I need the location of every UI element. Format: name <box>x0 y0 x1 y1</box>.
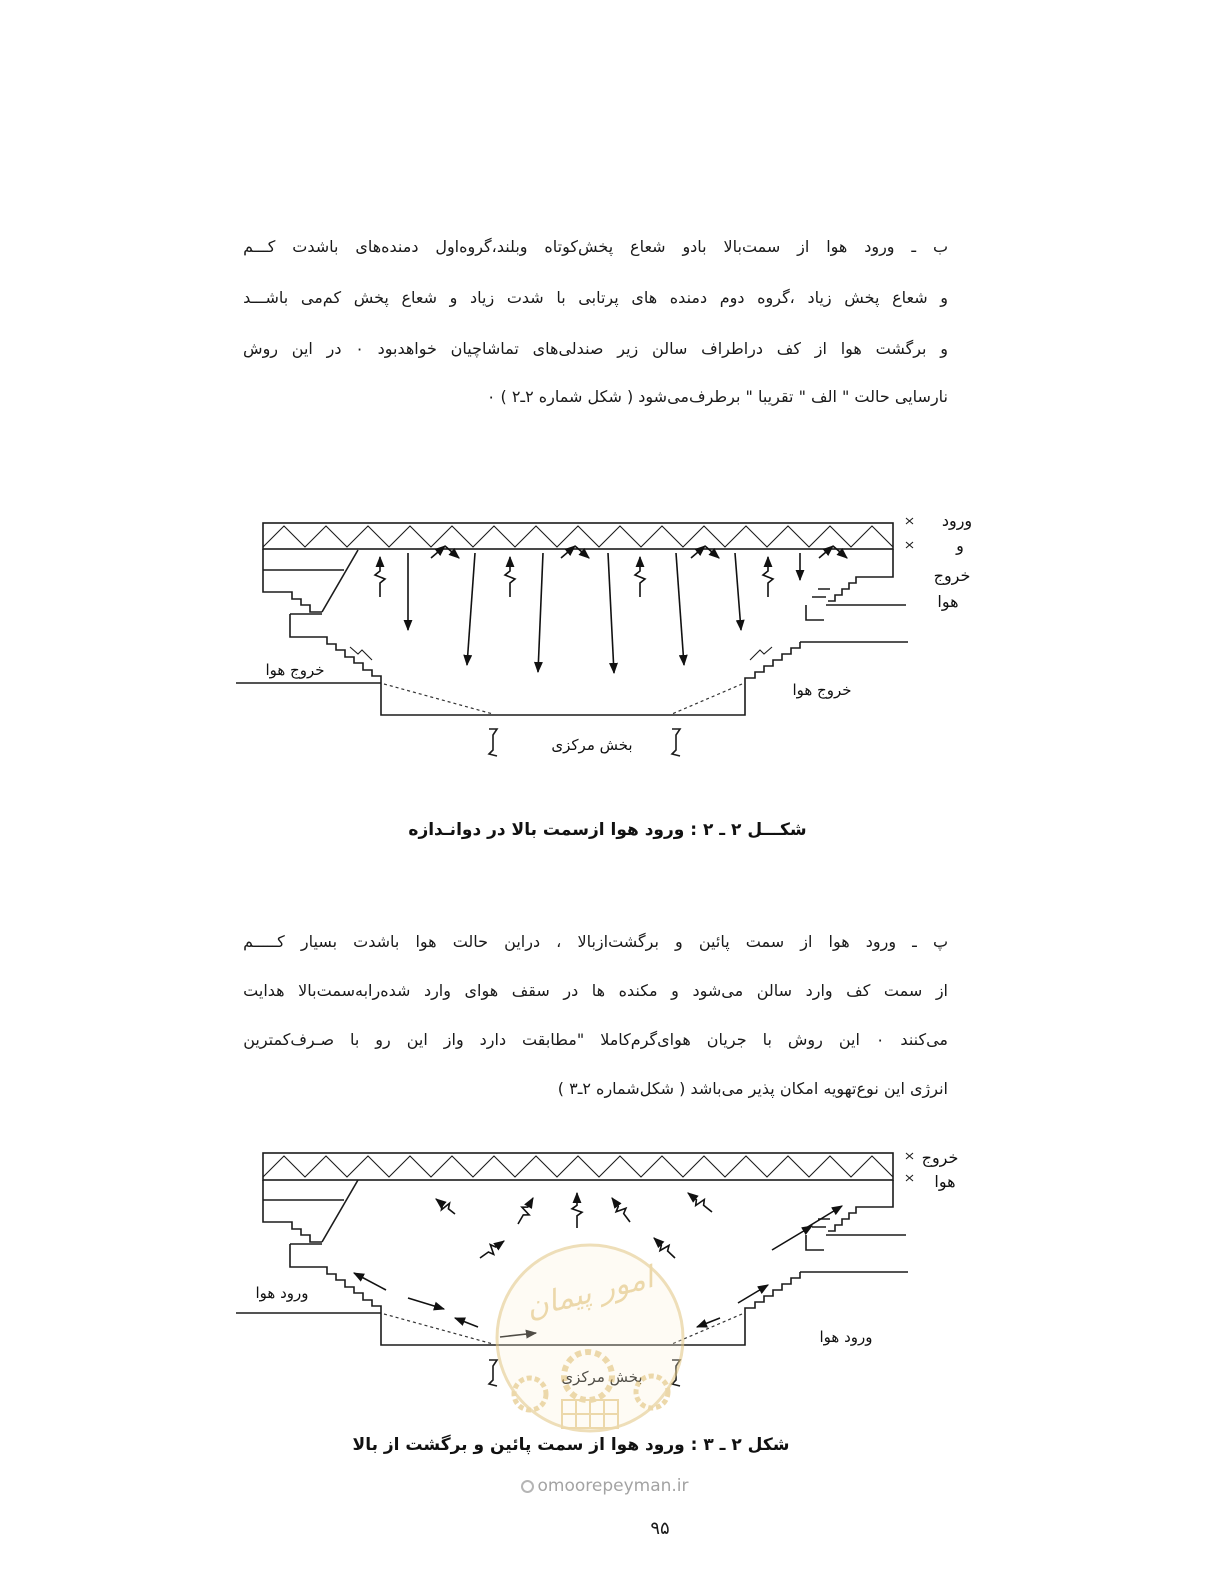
paragraph-p-line-2 <box>243 978 948 1004</box>
ceiling-truss <box>263 523 893 549</box>
word: شدت <box>506 288 544 307</box>
watermark-site <box>480 1474 730 1498</box>
word: وبلند،گروه‌اول <box>435 237 528 256</box>
label-outlet: خروج <box>921 1148 959 1167</box>
supply-arrows-down <box>408 553 800 673</box>
word: هوا <box>840 339 862 358</box>
word: ـ <box>912 932 917 951</box>
word: سمت <box>883 981 923 1000</box>
word: دمنده <box>669 288 708 307</box>
word: این <box>291 339 313 358</box>
word: ، <box>556 932 562 951</box>
label-central-section: بخش مرکزی <box>561 1368 643 1386</box>
word: های <box>631 288 658 307</box>
paragraph-b-line-2 <box>243 285 948 311</box>
seating-rake-lines <box>384 684 742 714</box>
word: جریان <box>706 1030 747 1049</box>
airflow-arrow <box>518 1198 533 1224</box>
label-central-section: بخش مرکزی <box>551 736 633 754</box>
paragraph-p-line-1 <box>243 929 948 955</box>
word: برگشت‌ازبالا <box>577 932 659 951</box>
word: می‌کنند <box>900 1030 948 1049</box>
word: زیاد <box>807 288 832 307</box>
airflow-arrow <box>408 1298 444 1309</box>
word: سالن <box>756 981 793 1000</box>
word: هدایت <box>243 981 285 1000</box>
word: پ <box>932 932 948 951</box>
airflow-arrow <box>654 1238 675 1258</box>
word: هوا <box>826 237 848 256</box>
word: شعاع <box>630 237 666 256</box>
word: سقف <box>511 981 550 1000</box>
word: و <box>449 288 458 307</box>
word: ب <box>932 237 948 256</box>
label-exhaust-right: خروج هوا <box>792 681 852 699</box>
section-marker-crosses <box>906 1153 913 1181</box>
word: شعاع <box>892 288 928 307</box>
word: خواهدبود <box>377 339 437 358</box>
word: از <box>935 981 948 1000</box>
word: تماشاچیان <box>450 339 519 358</box>
word: رو <box>375 1030 391 1049</box>
figure-2-3-caption: شکل ۲ ـ ۳ : ورود هوا از سمت پائین و برگشت از بالا <box>352 1435 790 1455</box>
paragraph-p-line-3 <box>243 1027 948 1053</box>
word: سالن <box>652 339 688 358</box>
word: هوای‌گرم‌کاملا <box>600 1030 691 1049</box>
label-inlet-left: ورود هوا <box>255 1284 309 1302</box>
word: کم‌می <box>300 288 342 307</box>
word: و <box>671 981 679 1000</box>
word: کـــــم <box>243 932 285 951</box>
word: می‌شود <box>692 981 744 1000</box>
word: با <box>762 1030 772 1049</box>
word: پخش <box>353 288 389 307</box>
return-arrow-up <box>375 557 385 597</box>
word: دمنده‌های <box>355 237 419 256</box>
word: کف <box>846 981 871 1000</box>
grid-icon <box>562 1400 618 1428</box>
word: ۰ <box>355 339 364 358</box>
airflow-arrow <box>688 1193 712 1212</box>
word: باشدت <box>353 932 400 951</box>
word: دوم <box>719 288 745 307</box>
return-arrow-up <box>763 557 773 597</box>
word: روش <box>243 339 279 358</box>
word: پخش <box>844 288 880 307</box>
ceiling-truss <box>263 1153 893 1180</box>
word: ها <box>591 981 606 1000</box>
figure-2-2-diagram <box>225 500 995 765</box>
seating-rake-lines <box>384 1314 742 1344</box>
word: دراین <box>504 932 541 951</box>
instagram-icon <box>521 1480 534 1493</box>
word: این <box>838 1030 860 1049</box>
airflow-arrow <box>480 1241 504 1258</box>
word: بادو <box>682 237 707 256</box>
airflow-arrow <box>612 1198 630 1222</box>
word: سمت <box>745 932 785 951</box>
word: دارد <box>479 1030 507 1049</box>
word: از <box>797 237 810 256</box>
word: پائین <box>698 932 730 951</box>
label-exhaust-left: خروج هوا <box>265 661 325 679</box>
word: با <box>350 1030 360 1049</box>
word: هوا <box>828 932 850 951</box>
section-marker-crosses <box>906 518 913 548</box>
hall-section-outline <box>236 1180 908 1345</box>
word: کـــم <box>243 237 276 256</box>
word: ۰ <box>875 1030 885 1049</box>
word: صندلی‌های <box>532 339 604 358</box>
watermark-site-text: omoorepeyman.ir <box>537 1476 689 1496</box>
word: زیر <box>617 339 639 358</box>
word: در <box>326 339 342 358</box>
label-and: و <box>956 536 964 555</box>
word: ـ <box>911 237 917 256</box>
word: روش <box>787 1030 823 1049</box>
word: صـرف‌کمترین <box>243 1030 335 1049</box>
logo-lettering: امور پیمان <box>522 1260 657 1326</box>
label-outlet: خروج <box>933 566 971 585</box>
paragraph-b-line-1 <box>243 234 948 260</box>
word: در <box>563 981 579 1000</box>
word: با <box>556 288 566 307</box>
return-arrow-up <box>505 557 515 597</box>
return-arrows-up <box>375 557 773 597</box>
word: مکنده <box>618 981 658 1000</box>
word: "مطابقت <box>522 1030 585 1049</box>
airflow-arrows <box>354 1193 842 1337</box>
word: باشـــد <box>243 288 289 307</box>
word: هوا <box>415 932 437 951</box>
word: کف <box>776 339 801 358</box>
return-arrow-up <box>635 557 645 597</box>
airflow-arrow <box>697 1318 720 1327</box>
paragraph-b-line-4: نارسایی حالت " الف " تقریبا " برطرف‌می‌شود ( شکل شماره ۲ـ۲ ) ۰ <box>486 387 948 406</box>
diffuser-spread-arrows <box>431 546 847 558</box>
word: برگشت <box>875 339 927 358</box>
page-number: ۹۵ <box>650 1518 670 1539</box>
word: دراطراف <box>701 339 764 358</box>
word: وارد <box>423 981 451 1000</box>
word: و <box>940 288 948 307</box>
word: وارد <box>805 981 833 1000</box>
word: شده‌رابه‌سمت‌بالا <box>298 981 411 1000</box>
word: واز <box>443 1030 464 1049</box>
figure-2-2-caption: شکـــل ۲ ـ ۲ : ورود هوا ازسمت بالا در دوانـدازه <box>408 820 807 840</box>
word: باشدت <box>292 237 339 256</box>
word: از <box>800 932 813 951</box>
word: زیاد <box>470 288 495 307</box>
word: پخش‌کوتاه <box>544 237 614 256</box>
word: ورود <box>864 237 895 256</box>
word: هوای <box>464 981 499 1000</box>
airflow-arrow <box>354 1273 386 1290</box>
word: از <box>814 339 827 358</box>
word: شعاع <box>401 288 438 307</box>
word: حالت <box>452 932 489 951</box>
airflow-arrow <box>436 1199 455 1214</box>
figure-2-3-diagram <box>225 1140 995 1395</box>
word: سمت‌بالا <box>723 237 781 256</box>
airflow-arrow <box>500 1333 536 1337</box>
label-inlet: ورود <box>941 511 973 530</box>
label-air: هوا <box>934 1172 956 1191</box>
label-inlet-right: ورود هوا <box>819 1328 873 1346</box>
word: و <box>675 932 683 951</box>
word: ،گروه <box>757 288 795 307</box>
paragraph-p-line-4: انرژی این نوع‌تهویه امکان پذیر می‌باشد ( شکل‌شماره ۲ـ۳ ) <box>557 1079 948 1098</box>
label-air: هوا <box>937 592 959 611</box>
word: این <box>406 1030 428 1049</box>
word: ورود <box>865 932 897 951</box>
paragraph-b-line-3 <box>243 336 948 362</box>
word: پرتابی <box>578 288 619 307</box>
airflow-arrow <box>455 1318 478 1327</box>
word: بسیار <box>300 932 338 951</box>
exhaust-grille-marks <box>350 647 772 660</box>
airflow-arrow <box>572 1193 582 1228</box>
word: و <box>940 339 948 358</box>
